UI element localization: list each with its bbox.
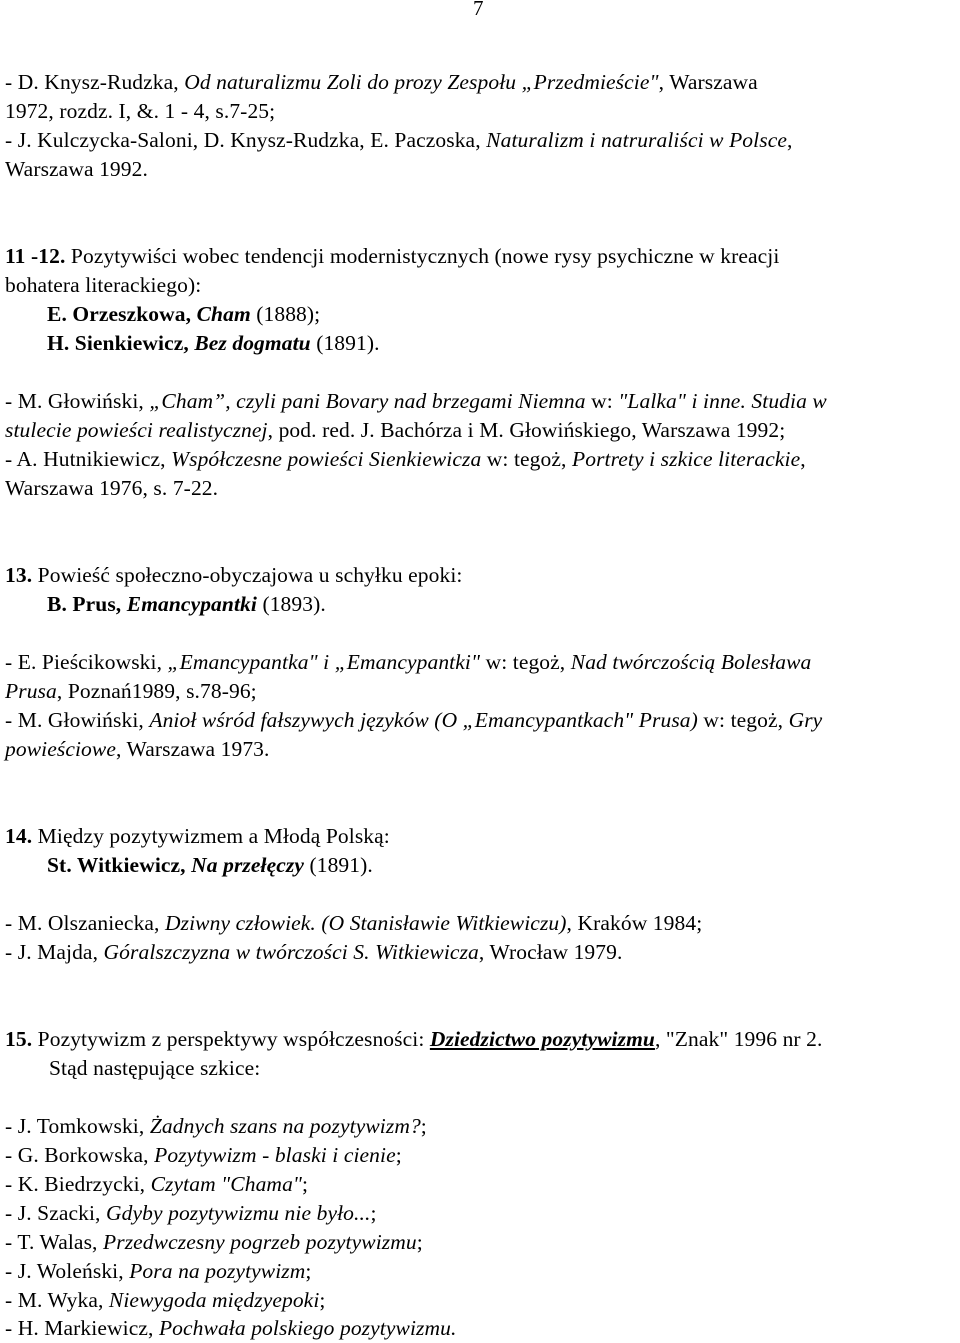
section-15-subline: Stąd następujące szkice:	[49, 1056, 261, 1080]
section-heading-15: 15. Pozytywizm z perspektywy współczesności: Dziedzictwo pozytywizmu, "Znak" 1996 nr 2.	[5, 1027, 823, 1051]
bib-line-9: - E. Pieścikowski, „Emancypantka" i „Emancypantki" w: tegoż, Nad twórczością Bolesława	[5, 650, 812, 674]
bib-line-6: stulecie powieści realistycznej, pod. red. J. Bachórza i M. Głowińskiego, Warszawa 1992;	[5, 418, 786, 442]
section-heading-14: 14. Między pozytywizmem a Młodą Polską:	[5, 824, 390, 848]
bib-line-12: powieściowe, Warszawa 1973.	[5, 737, 270, 761]
essay-line-7: - M. Wyka, Niewygoda międzyepoki;	[5, 1288, 326, 1312]
essay-line-3: - K. Biedrzycki, Czytam "Chama";	[5, 1172, 309, 1196]
reading-witkiewicz: St. Witkiewicz, Na przełęczy (1891).	[47, 853, 373, 877]
bib-line-8: Warszawa 1976, s. 7-22.	[5, 476, 219, 500]
essay-line-5: - T. Walas, Przedwczesny pogrzeb pozytywizmu;	[5, 1230, 423, 1254]
bib-line-14: - J. Majda, Góralszczyzna w twórczości S. Witkiewicza, Wrocław 1979.	[5, 940, 623, 964]
reading-sienkiewicz: H. Sienkiewicz, Bez dogmatu (1891).	[47, 331, 380, 355]
essay-line-2: - G. Borkowska, Pozytywizm - blaski i cienie;	[5, 1143, 402, 1167]
bib-line-5: - M. Głowiński, „Cham”, czyli pani Bovary nad brzegami Niemna w: "Lalka" i inne. Studia w	[5, 389, 827, 413]
bib-line-4: Warszawa 1992.	[5, 157, 148, 181]
essay-line-1: - J. Tomkowski, Żadnych szans na pozytywizm?;	[5, 1114, 427, 1138]
bib-line-7: - A. Hutnikiewicz, Współczesne powieści Sienkiewicza w: tegoż, Portrety i szkice literackie,	[5, 447, 806, 471]
bib-line-2: 1972, rozdz. I, &. 1 - 4, s.7-25;	[5, 99, 276, 123]
page-number: 7	[473, 0, 484, 20]
reading-orzeszkowa: E. Orzeszkowa, Cham (1888);	[47, 302, 321, 326]
bib-line-11: - M. Głowiński, Anioł wśród fałszywych języków (O „Emancypantkach" Prusa) w: tegoż, Gry	[5, 708, 823, 732]
bib-line-1: - D. Knysz-Rudzka, Od naturalizmu Zoli do prozy Zespołu „Przedmieście", Warszawa	[5, 70, 758, 94]
section-heading-cont: bohatera literackiego):	[5, 273, 202, 297]
section-heading-11-12: 11 -12. Pozytywiści wobec tendencji modernistycznych (nowe rysy psychiczne w kreacji	[5, 244, 780, 268]
essay-line-8: - H. Markiewicz, Pochwała polskiego pozytywizmu.	[5, 1316, 457, 1340]
essay-line-4: - J. Szacki, Gdyby pozytywizmu nie było...;	[5, 1201, 377, 1225]
bib-line-3: - J. Kulczycka-Saloni, D. Knysz-Rudzka, E. Paczoska, Naturalizm i natruraliści w Polsce,	[5, 128, 793, 152]
essay-line-6: - J. Woleński, Pora na pozytywizm;	[5, 1259, 312, 1283]
bib-line-13: - M. Olszaniecka, Dziwny człowiek. (O Stanisławie Witkiewiczu), Kraków 1984;	[5, 911, 703, 935]
reading-prus: B. Prus, Emancypantki (1893).	[47, 592, 326, 616]
bib-line-10: Prusa, Poznań1989, s.78-96;	[5, 679, 257, 703]
section-heading-13: 13. Powieść społeczno-obyczajowa u schyłku epoki:	[5, 563, 463, 587]
